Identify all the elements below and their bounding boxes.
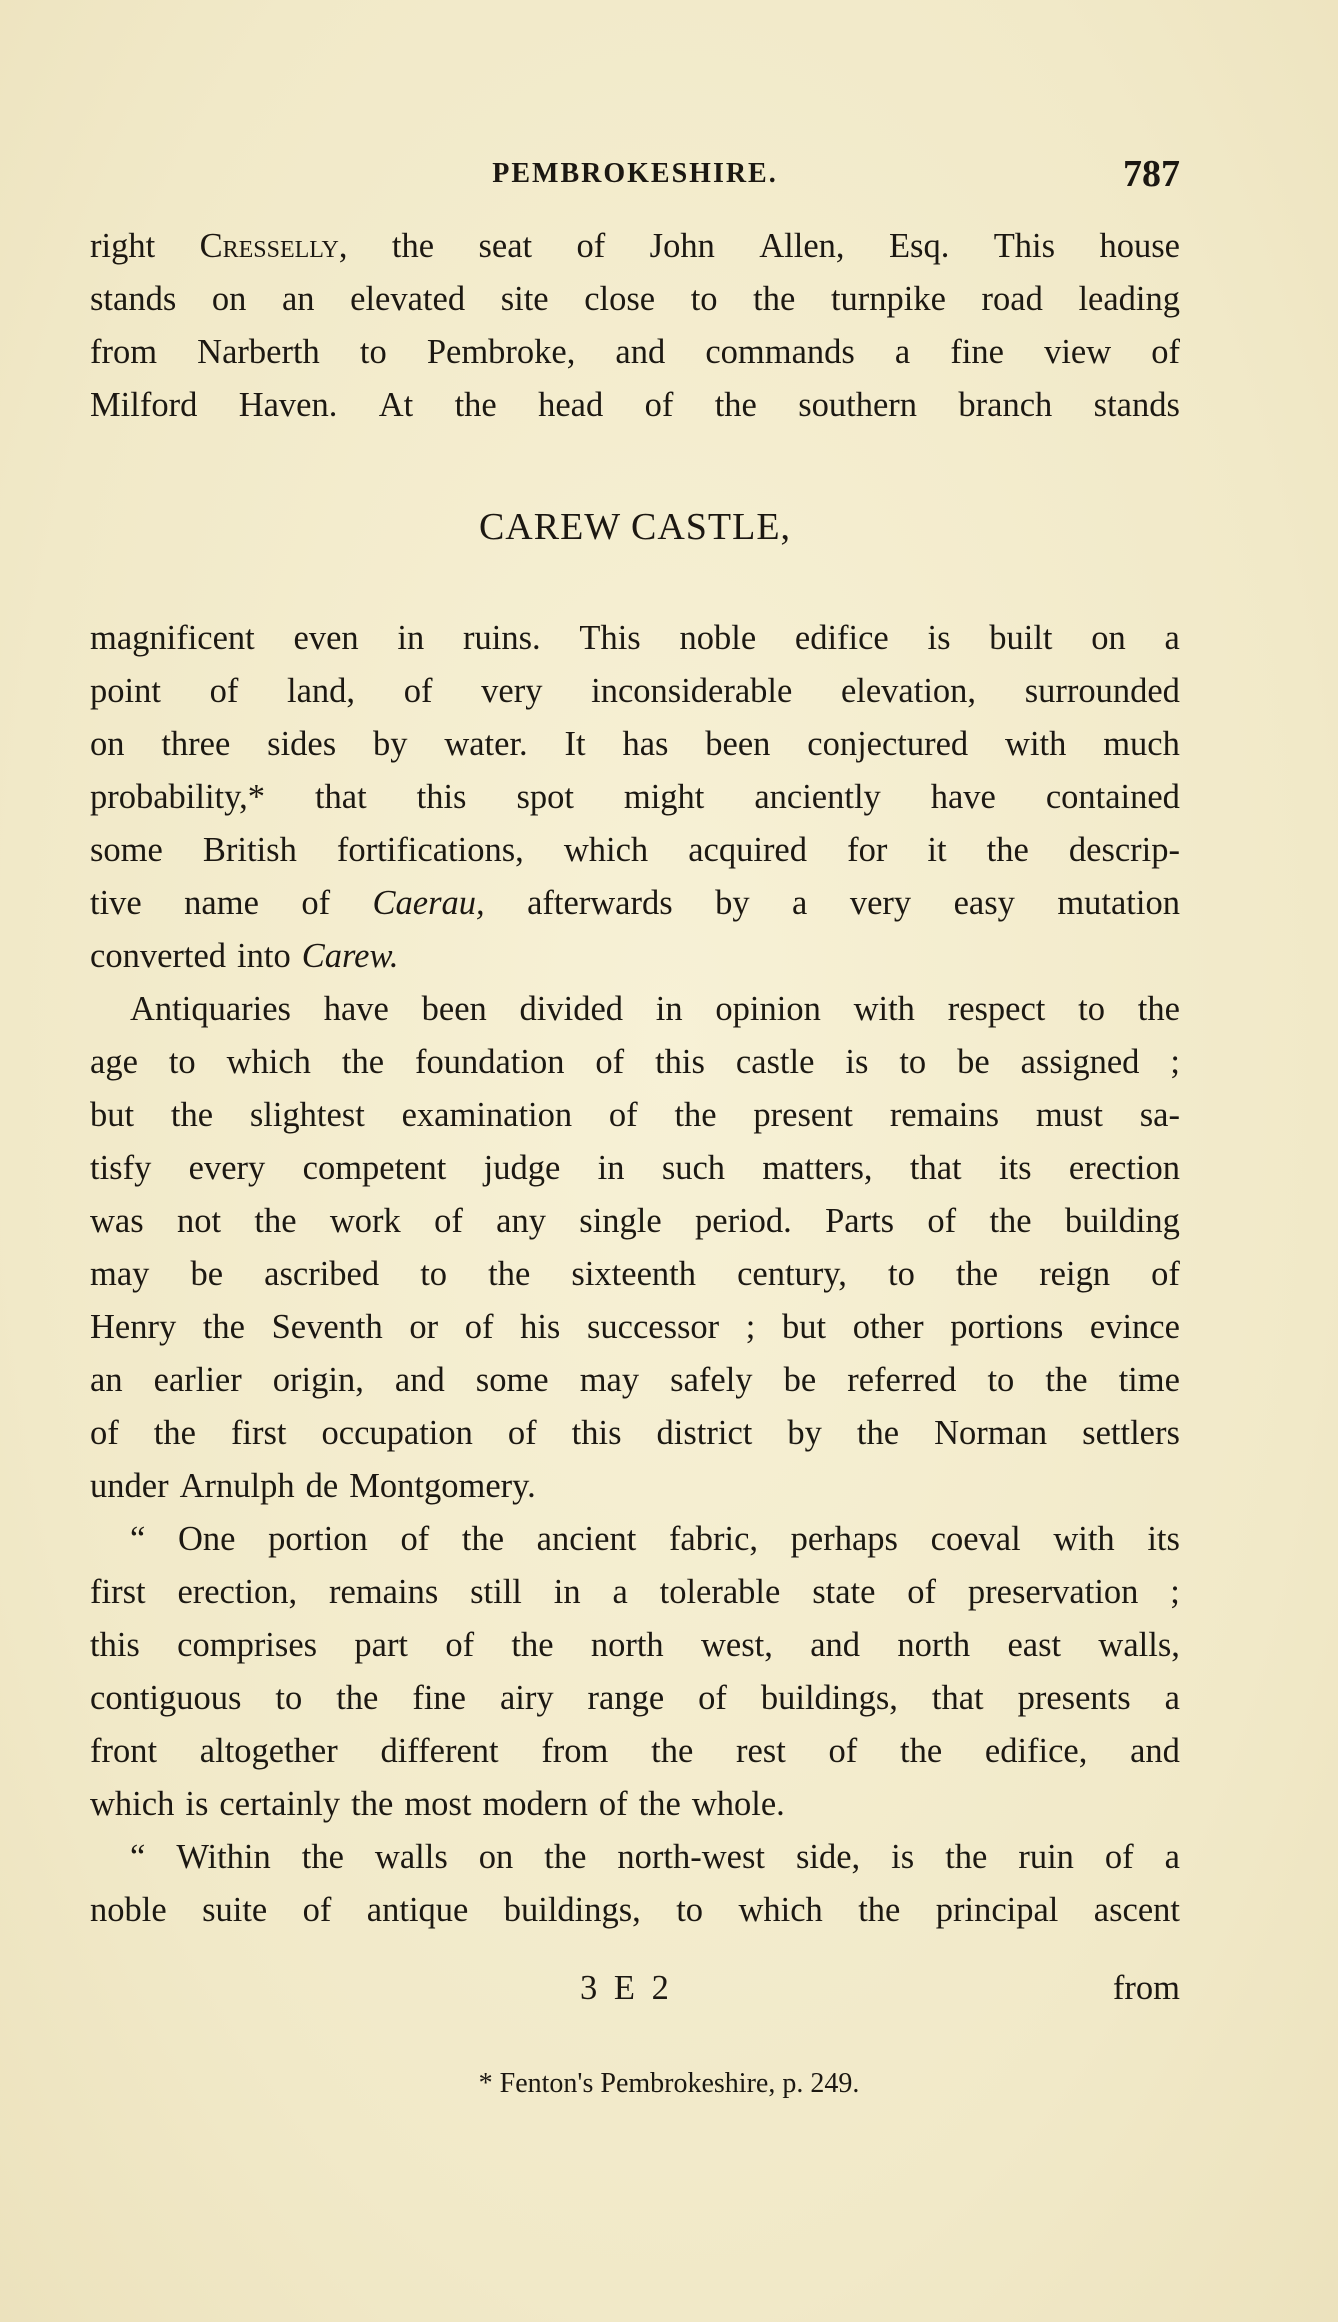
text-line: Henry the Seventh or of his successor ; but other portions evince xyxy=(90,1308,1180,1346)
text-line: this comprises part of the north west, and north east walls, xyxy=(90,1626,1180,1664)
text-line: “ Within the walls on the north-west side, is the ruin of a xyxy=(130,1838,1180,1876)
text-line: Milford Haven. At the head of the southern branch stands xyxy=(90,386,1180,424)
signature-mark: 3 E 2 xyxy=(580,1969,673,2007)
text-line: which is certainly the most modern of the whole. xyxy=(90,1785,785,1823)
body-text xyxy=(90,220,1180,1937)
text-line: on three sides by water. It has been conjectured with much xyxy=(90,725,1180,763)
paragraph-quote-one xyxy=(90,1513,1180,1831)
section-heading: CAREW CASTLE, xyxy=(478,506,792,548)
text-line: right Cresselly, the seat of John Allen, Esq. This house xyxy=(90,227,1180,265)
paragraph-intro xyxy=(90,220,1180,432)
text-line: some British fortifications, which acquired for it the descrip- xyxy=(90,831,1180,869)
text-line: was not the work of any single period. Parts of the building xyxy=(90,1202,1180,1240)
text-line: an earlier origin, and some may safely be referred to the time xyxy=(90,1361,1180,1399)
signature-line xyxy=(90,1962,1180,2015)
running-head xyxy=(90,153,1180,198)
running-title: PEMBROKESHIRE. xyxy=(492,158,778,189)
catchword: from xyxy=(1112,1969,1180,2007)
text-line: “ One portion of the ancient fabric, perhaps coeval with its xyxy=(130,1520,1180,1558)
text-line: but the slightest examination of the present remains must sa- xyxy=(90,1096,1180,1134)
text-line: tive name of Caerau, afterwards by a very easy mutation xyxy=(90,884,1180,922)
text-line: point of land, of very inconsiderable elevation, surrounded xyxy=(90,672,1180,710)
text-line: of the first occupation of this district by the Norman settlers xyxy=(90,1414,1180,1452)
text-line: Antiquaries have been divided in opinion with respect to the xyxy=(130,990,1180,1028)
text-line: contiguous to the fine airy range of buildings, that presents a xyxy=(90,1679,1180,1717)
text-line: magnificent even in ruins. This noble edifice is built on a xyxy=(90,619,1180,657)
text-line: stands on an elevated site close to the turnpike road leading xyxy=(90,280,1180,318)
text-line: front altogether different from the rest of the edifice, and xyxy=(90,1732,1180,1770)
text-line: first erection, remains still in a tolerable state of preservation ; xyxy=(90,1573,1180,1611)
page-number: 787 xyxy=(1123,153,1180,195)
text-line: under Arnulph de Montgomery. xyxy=(90,1467,536,1505)
text-line: from Narberth to Pembroke, and commands a fine view of xyxy=(90,333,1180,371)
text-line: age to which the foundation of this castle is to be assigned ; xyxy=(90,1043,1180,1081)
footnote: * Fenton's Pembrokeshire, p. 249. xyxy=(478,2068,860,2099)
paragraph-quote-two xyxy=(90,1831,1180,1937)
text-line: may be ascribed to the sixteenth century, to the reign of xyxy=(90,1255,1180,1293)
text-line: probability,* that this spot might anciently have contained xyxy=(90,778,1180,816)
text-line: converted into Carew. xyxy=(90,937,399,975)
paragraph-carew xyxy=(90,612,1180,983)
paragraph-antiquaries xyxy=(90,983,1180,1513)
text-line: noble suite of antique buildings, to which the principal ascent xyxy=(90,1891,1180,1929)
text-line: tisfy every competent judge in such matters, that its erection xyxy=(90,1149,1180,1187)
